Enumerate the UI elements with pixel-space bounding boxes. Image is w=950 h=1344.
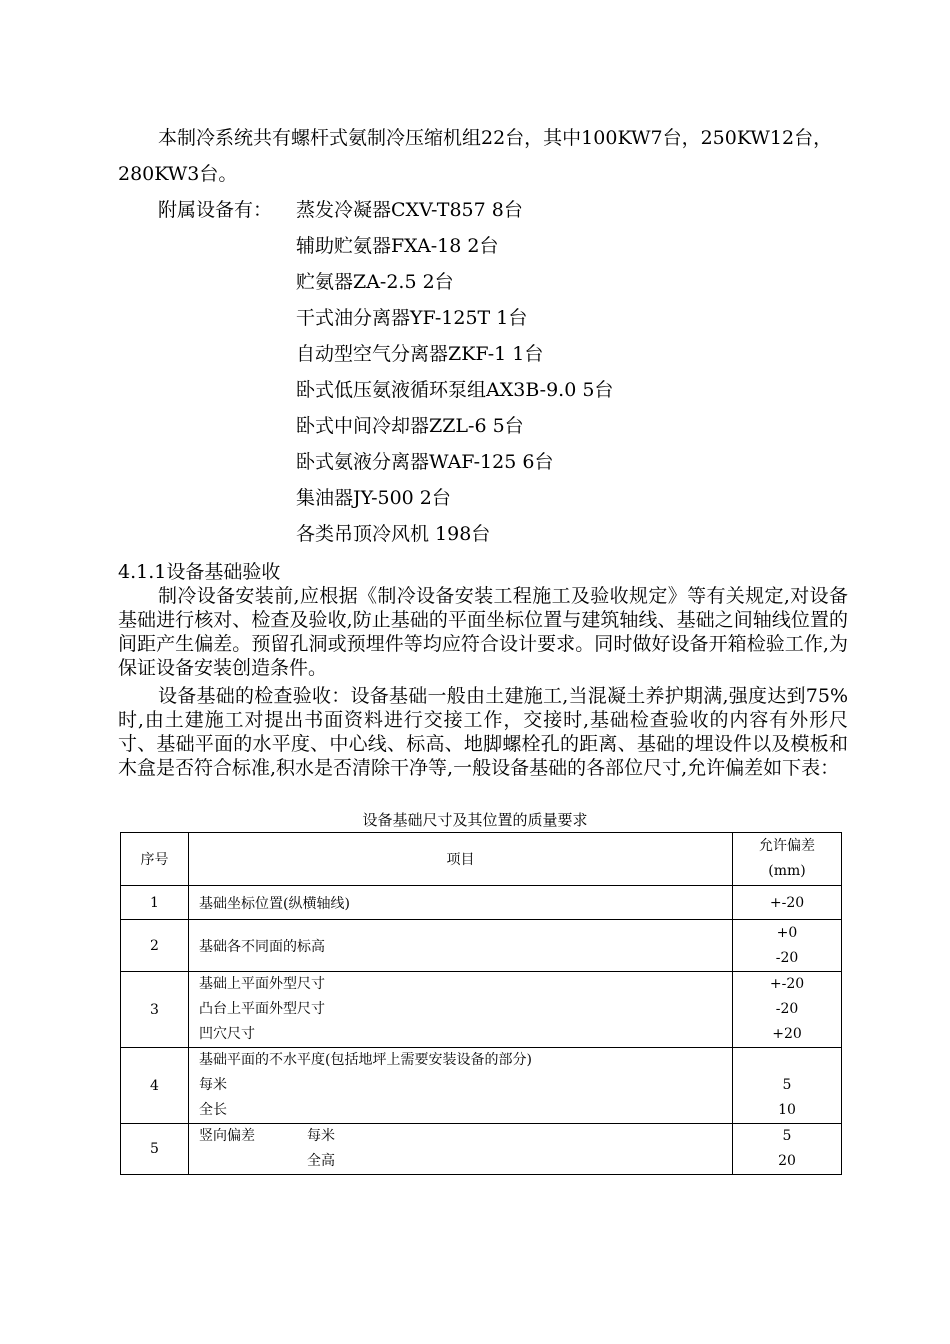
row-tolerance xyxy=(733,1124,842,1175)
tolerance-value: +0 xyxy=(776,924,798,941)
equipment-item: 辅助贮氨器FXA-18 2台 xyxy=(296,235,499,257)
tolerance-value: 20 xyxy=(778,1153,796,1169)
tolerance-value: -20 xyxy=(775,1001,799,1017)
equipment-item: 各类吊顶冷风机 198台 xyxy=(296,523,491,545)
equipment-label: 附属设备有： xyxy=(158,199,273,221)
row-tolerance: +-20 xyxy=(733,886,842,920)
equipment-item: 卧式氨液分离器WAF-125 6台 xyxy=(296,451,554,473)
tolerance-value: 5 xyxy=(782,1077,792,1093)
item-line: 凸台上平面外型尺寸 xyxy=(199,1001,325,1017)
item-line xyxy=(199,1124,732,1149)
equipment-item: 干式油分离器YF-125T 1台 xyxy=(296,307,528,329)
quality-table xyxy=(120,832,842,1175)
item-line xyxy=(199,1149,732,1174)
item-label: 竖向偏差 xyxy=(199,1128,255,1144)
item-sub: 全高 xyxy=(307,1153,335,1169)
table-row xyxy=(121,886,842,920)
item-line: 凹穴尺寸 xyxy=(199,1026,255,1042)
row-number: 2 xyxy=(121,920,189,972)
row-item: 基础坐标位置(纵横轴线) xyxy=(189,886,733,920)
item-sub: 每米 xyxy=(307,1128,335,1144)
tolerance-value xyxy=(733,1048,841,1073)
equipment-item: 蒸发冷凝器CXV-T857 8台 xyxy=(296,199,523,221)
intro-paragraph: 本制冷系统共有螺杆式氨制冷压缩机组22台，其中100KW7台，250KW12台，280KW3台。 xyxy=(118,127,833,185)
equipment-item: 卧式低压氨液循环泵组AX3B-9.0 5台 xyxy=(296,379,614,401)
equipment-item: 集油器JY-500 2台 xyxy=(296,487,451,509)
row-tolerance xyxy=(733,920,842,972)
item-line: 每米 xyxy=(199,1077,227,1093)
section-paragraph-1: 制冷设备安装前,应根据《制冷设备安装工程施工及验收规定》等有关规定,对设备基础进行核对、检查及验收,防止基础的平面坐标位置与建筑轴线、基础之间轴线位置的间距产生偏差。预留孔洞或预埋件等均应符合设计要求。同时做好设备开箱检验工作,为保证设备安装创造条件。 xyxy=(118,585,848,679)
row-number: 1 xyxy=(121,886,189,920)
equipment-item: 卧式中间冷却器ZZL-6 5台 xyxy=(296,415,524,437)
item-line: 全长 xyxy=(199,1102,227,1118)
row-number: 3 xyxy=(121,972,189,1048)
tolerance-value: -20 xyxy=(775,949,799,966)
row-number: 5 xyxy=(121,1124,189,1175)
tolerance-value: +-20 xyxy=(769,976,805,992)
table-caption: 设备基础尺寸及其位置的质量要求 xyxy=(362,811,588,829)
header-tolerance xyxy=(733,833,842,886)
table-header-row xyxy=(121,833,842,886)
row-item xyxy=(189,1048,733,1124)
table-row xyxy=(121,1048,842,1124)
header-tolerance-unit: (mm) xyxy=(768,863,806,879)
section-heading: 4.1.1设备基础验收 xyxy=(118,561,281,583)
header-no: 序号 xyxy=(121,833,189,886)
row-item: 基础各不同面的标高 xyxy=(189,920,733,972)
tolerance-value: 5 xyxy=(782,1128,792,1144)
header-tolerance-label: 允许偏差 xyxy=(759,838,815,854)
tolerance-value: 10 xyxy=(778,1102,796,1118)
item-line: 基础平面的不水平度(包括地坪上需要安装设备的部分) xyxy=(199,1052,532,1068)
row-item xyxy=(189,972,733,1048)
table-row xyxy=(121,920,842,972)
section-paragraph-2: 设备基础的检查验收：设备基础一般由土建施工,当混凝土养护期满,强度达到75%时,由土建施工对提出书面资料进行交接工作，交接时,基础检查验收的内容有外形尺寸、基础平面的水平度、中心线、标高、地脚螺栓孔的距离、基础的埋设件以及模板和木盒是否符合标准,积水是否清除干净等,一般设备基础的各部位尺寸,允许偏差如下表： xyxy=(118,685,848,779)
tolerance-value: +20 xyxy=(772,1026,802,1042)
row-number: 4 xyxy=(121,1048,189,1124)
row-item xyxy=(189,1124,733,1175)
table-row xyxy=(121,1124,842,1175)
row-tolerance xyxy=(733,972,842,1048)
item-line: 基础上平面外型尺寸 xyxy=(199,976,325,992)
equipment-item: 自动型空气分离器ZKF-1 1台 xyxy=(296,343,544,365)
table-row xyxy=(121,972,842,1048)
row-tolerance xyxy=(733,1048,842,1124)
equipment-item: 贮氨器ZA-2.5 2台 xyxy=(296,271,454,293)
header-item: 项目 xyxy=(189,833,733,886)
